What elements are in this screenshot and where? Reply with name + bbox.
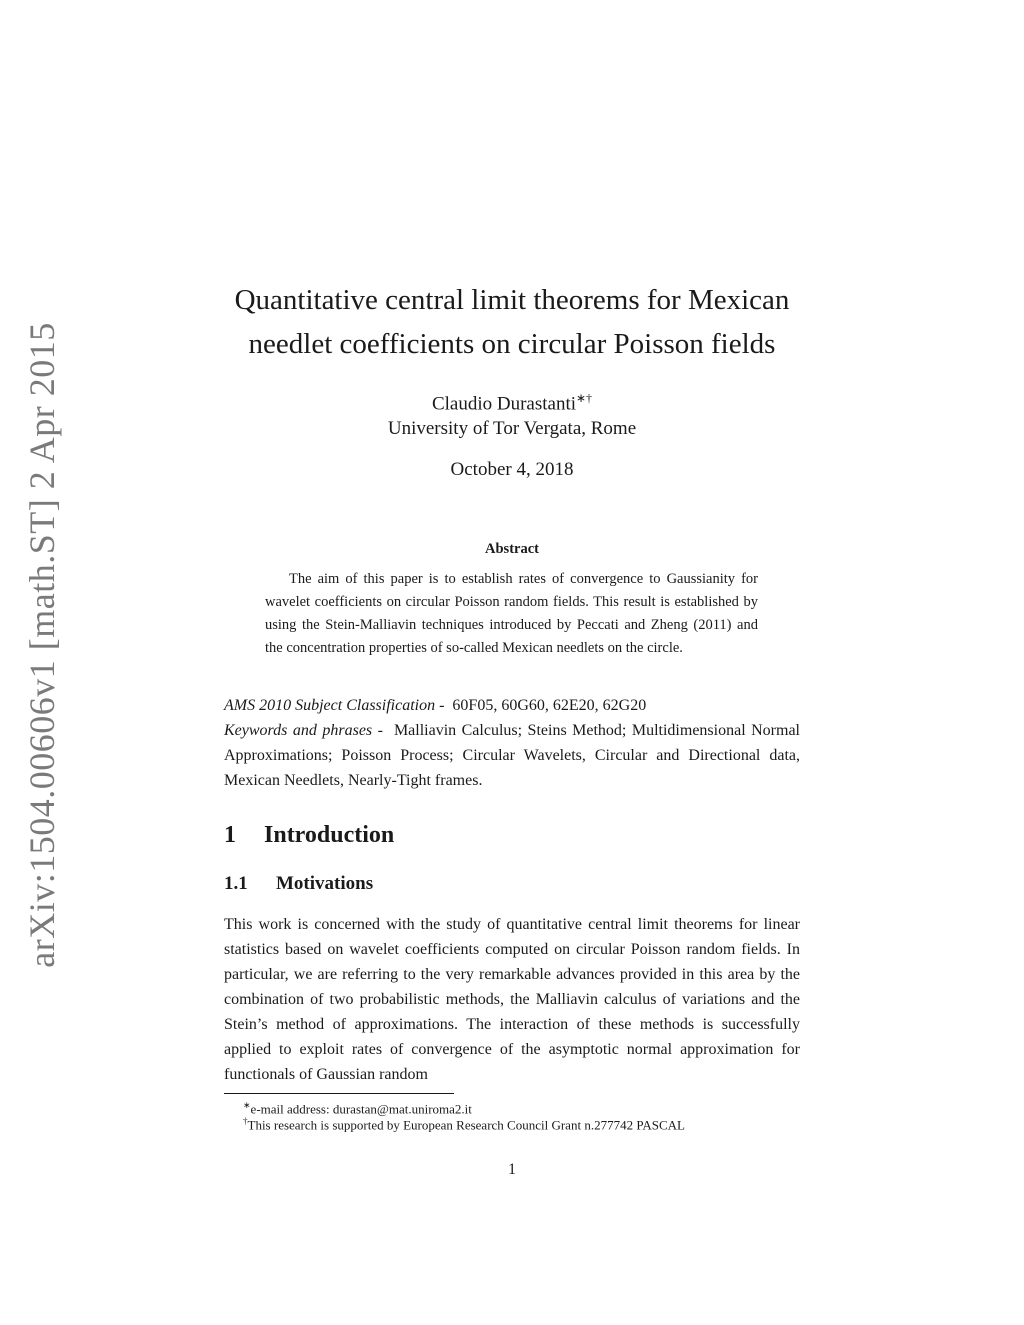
footnote-text: This research is supported by European Research Council Grant n.277742 PASCAL (247, 1117, 685, 1133)
ams-label: AMS 2010 Subject Classification - (224, 697, 445, 714)
footnote-mark: † (243, 1116, 248, 1126)
author-footnote-marks: ∗† (576, 391, 593, 405)
abstract-text: The aim of this paper is to establish rates of convergence to Gaussianity for wavelet coefficients on circular Poisson random fields. This result is established by using the Stein-Malliavin techniques introduced by Peccati and Zheng (2011) and the concentration properties of so-called Mexican needlets on the circle. (265, 571, 758, 656)
footnote-funding (243, 1113, 803, 1133)
arxiv-identifier[interactable]: arXiv:1504.00606v1 [math.ST] 2 Apr 2015 (22, 322, 62, 968)
author-affiliation: University of Tor Vergata, Rome (387, 418, 637, 439)
abstract-heading: Abstract (485, 541, 539, 557)
page-number: 1 (508, 1161, 516, 1178)
section-heading (224, 822, 394, 849)
ams-value: 60F05, 60G60, 62E20, 62G20 (452, 697, 647, 714)
subsection-heading (224, 873, 373, 895)
paper-title (170, 278, 854, 366)
footnote-divider (224, 1093, 454, 1094)
footnote-mark: ∗ (243, 1100, 251, 1110)
title-line-1: Quantitative central limit theorems for Mexican (234, 284, 790, 316)
paper-date: October 4, 2018 (450, 459, 574, 480)
author (170, 386, 854, 416)
title-line-2: needlet coefficients on circular Poisson fields (248, 328, 776, 360)
footnote-text[interactable]: e-mail address: durastan@mat.uniroma2.it (250, 1101, 472, 1117)
subsection-title: Motivations (276, 873, 374, 894)
section-title: Introduction (264, 822, 395, 848)
keywords-label: Keywords and phrases - (224, 722, 383, 739)
ams-classification (224, 693, 800, 718)
subsection-number: 1.1 (224, 873, 248, 894)
author-name: Claudio Durastanti (431, 393, 576, 415)
intro-paragraph: This work is concerned with the study of quantitative central limit theorems for linear statistics based on wavelet coefficients computed on circular Poisson random fields. In particular, we are referring to the very remarkable advances provided in this area by the combination of two probabilistic methods, the Malliavin calculus of variations and the Stein’s method of approximations. The interaction of these methods is successfully applied to exploit rates of convergence of the asymptotic normal approximation for functionals of Gaussian random (224, 916, 800, 1083)
keywords-value: Malliavin Calculus; Steins Method; Multidimensional Normal Approximations; Poisson Process; Circular Wavelets, Circular and Directional data, Mexican Needlets, Nearly-Tight frames. (224, 722, 800, 789)
section-number: 1 (224, 822, 236, 848)
keywords (224, 718, 800, 793)
